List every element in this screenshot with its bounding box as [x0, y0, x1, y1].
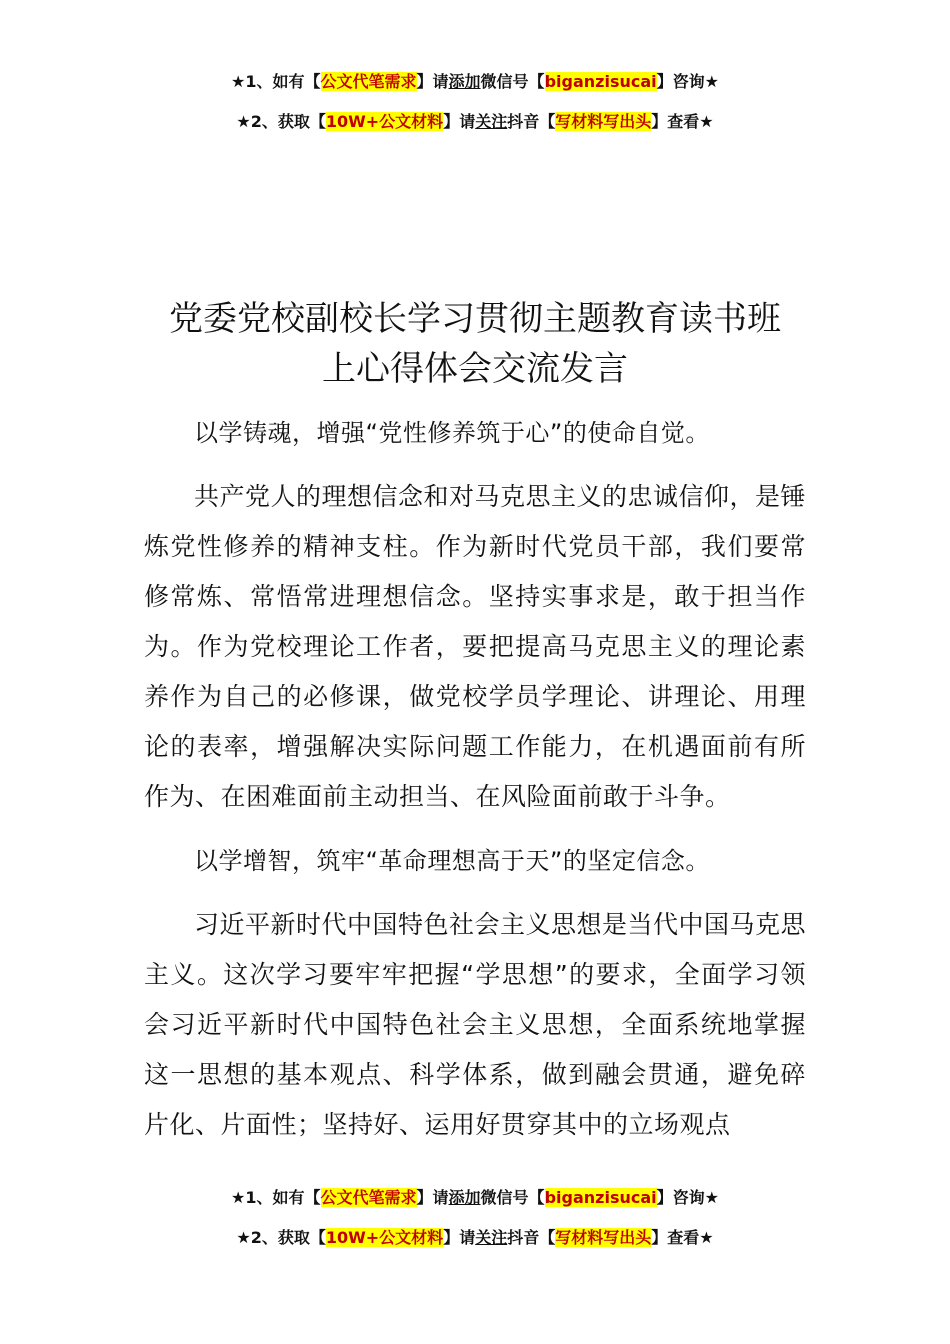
- highlight-service: 公文代笔需求: [320, 1188, 417, 1207]
- title-line-2: 上心得体会交流发言: [322, 349, 628, 389]
- section-heading-1: 以学铸魂，增强“党性修养筑于心”的使命自觉。: [194, 419, 710, 447]
- header-promo-line-1: ★1、如有【公文代笔需求】请添加微信号【biganzisucai】咨询★: [231, 72, 719, 91]
- highlight-materials: 10W+公文材料: [325, 112, 444, 131]
- highlight-douyin: 写材料写出头: [555, 112, 652, 131]
- footer-promo-line-1: ★1、如有【公文代笔需求】请添加微信号【biganzisucai】咨询★: [231, 1188, 719, 1207]
- highlight-douyin: 写材料写出头: [555, 1228, 652, 1247]
- paragraph-2: 习近平新时代中国特色社会主义思想是当代中国马克思主义。这次学习要牢牢把握“学思想”的要求，全面学习领会习近平新时代中国特色社会主义思想，全面系统地掌握这一思想的基本观点、科学体系，做到融会贯通，避免碎片化、片面性；坚持好、运用好贯穿其中的立场观点: [144, 910, 807, 1139]
- header-promo-line-2: ★2、获取【10W+公文材料】请关注抖音【写材料写出头】查看★: [236, 112, 714, 131]
- highlight-wechat-id: biganzisucai: [544, 1188, 657, 1207]
- highlight-materials: 10W+公文材料: [325, 1228, 444, 1247]
- title-line-1: 党委党校副校长学习贯彻主题教育读书班: [169, 299, 781, 339]
- footer-promo-line-2: ★2、获取【10W+公文材料】请关注抖音【写材料写出头】查看★: [236, 1228, 714, 1247]
- section-heading-2: 以学增智，筑牢“革命理想高于天”的坚定信念。: [194, 847, 710, 875]
- document-body: [144, 408, 806, 1164]
- highlight-wechat-id: biganzisucai: [544, 72, 657, 91]
- highlight-service: 公文代笔需求: [320, 72, 417, 91]
- paragraph-1: 共产党人的理想信念和对马克思主义的忠诚信仰，是锤炼党性修养的精神支柱。作为新时代党员干部，我们要常修常炼、常悟常进理想信念。坚持实事求是，敢于担当作为。作为党校理论工作者，要把提高马克思主义的理论素养作为自己的必修课，做党校学员学理论、讲理论、用理论的表率，增强解决实际问题工作能力，在机遇面前有所作为、在困难面前主动担当、在风险面前敢于斗争。: [144, 482, 807, 811]
- document-title: [0, 294, 950, 394]
